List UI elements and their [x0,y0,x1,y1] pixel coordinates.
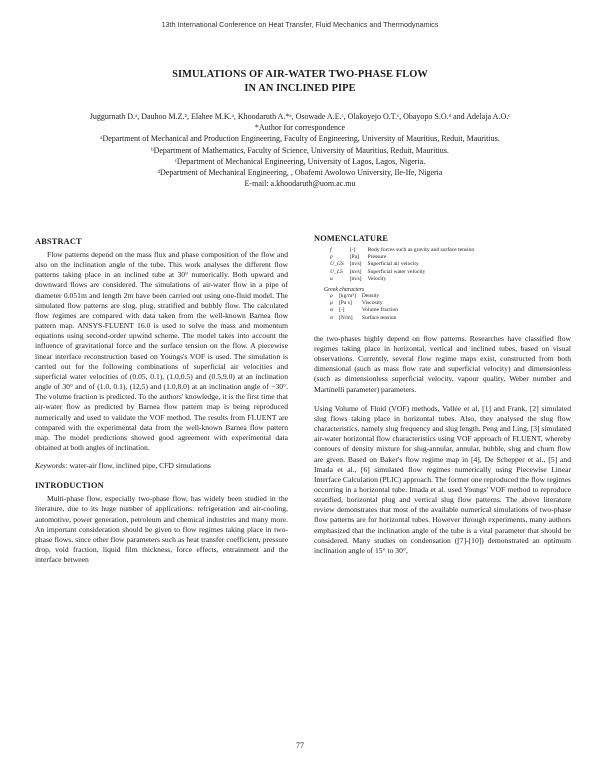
nomenclature-desc: Pressure [367,254,387,261]
affiliation-a: ᵃDepartment of Mechanical and Production Engineering, Faculty of Engineering, University of Mauritius, Reduit, Mauritius. [100,134,500,144]
abstract-heading: ABSTRACT [35,237,82,246]
author-email: E-mail: a.khoodaruth@uom.ac.mu [244,179,356,189]
nomenclature-desc: Body forces such as gravity and surface tension [367,247,475,253]
nomenclature-sym: σ [330,314,333,321]
page-number: 77 [296,741,304,750]
keywords-text: water-air flow, inclined pipe, CFD simulations [69,461,211,471]
affiliation-c: ᶜDepartment of Mechanical Engineering, University of Lagos, Lagos, Nigeria. [174,156,426,166]
nomenclature-unit: [Pa] [349,254,360,261]
nomenclature-row [330,276,480,283]
author-block [20,111,580,189]
nomenclature-heading: NOMENCLATURE [314,234,389,243]
right-paragraph-2: Using Volume of Fluid (VOF) methods, Vallée et al, [1] and Frank, [2] simulated slug flows taking place in horizontal tubes. Also, they analysed the slug flow characteristics, namely slug frequency and slug length. Peng and Ling, [3] simulated air-water horizontal flow characteristics using VOF approach of FLUENT, whereby contours of density mixture for slug-annular, annular, bubble, slug and churn flow are given. Based on Baker's flow regime map in [4], De Schepper et al., [5] and Imada et al., [6] simulated flow regimes numerically using Piecewise Linear Interface Calculation (PLIC) approach. The former one reproduced the flow regimes occurring in a horizontal tube. Imada et al. used Youngs' VOF method to reproduce stratified, horizontal plug and vertical slug flow patterns. The above literature review demonstrates that most of the available numerical simulations of two-phase flow patterns are for horizontal tubes. However through experiments, many authors emphasized that the inclination angle of the tube is a vital parameter that should be considered. Many studies on condensation ([7]-[10]) demonstrated an optimum inclination angle of 15° to 30°, [314,403,571,555]
nomenclature-desc: Superficial air velocity [367,261,419,268]
title-line-2: IN AN INCLINED PIPE [244,82,356,94]
nomenclature-row [330,261,480,268]
nomenclature-unit: [kg/m³] [338,293,356,300]
nomenclature-row [330,315,404,322]
right-paragraph-1: the two-phases highly depend on flow patterns. Researches have classified flow regimes taking place in horizontal, vertical and inclined tubes, based on visual observations. Currently, several flow regime maps exist, constructed from both dimensional (such as mass flow rate and superficial velocity) and dimensionless (such as dimensionless superficial velocity, vapour quality, Weber number and Martinelli parameter) parameters. [314,333,571,394]
nomenclature-unit: [m/s] [349,268,362,275]
nomenclature-sym: u [330,275,333,282]
nomenclature-row [330,293,404,300]
correspondence-note: *Author for correspondence [254,123,346,133]
nomenclature-sym: ρ [330,293,333,300]
nomenclature-sym: α [330,307,333,314]
left-column [35,237,288,565]
right-column [314,234,571,556]
greek-nomenclature-table [330,293,404,322]
nomenclature-desc: Superficial water velocity [367,268,426,275]
nomenclature-row [330,307,404,314]
title-line-1: SIMULATIONS OF AIR-WATER TWO-PHASE FLOW [172,69,428,80]
greek-characters-heading: Greek characters [324,287,365,294]
nomenclature-table [330,247,480,283]
paper-title [0,68,600,95]
nomenclature-sym: f [330,247,332,253]
nomenclature-desc: Velocity [367,275,387,282]
nomenclature-row [330,247,480,254]
nomenclature-desc: Viscosity [361,300,383,307]
nomenclature-sym: U_GS [330,261,344,268]
nomenclature-desc: Surface tension [361,314,397,321]
nomenclature-unit: [N/m] [338,314,353,321]
conference-header: 13th International Conference on Heat Transfer, Fluid Mechanics and Thermodynamics [161,20,439,29]
nomenclature-sym: μ [330,300,333,307]
introduction-text: Multi-phase flow, especially two-phase flow, has widely been studied in the literature, due to its huge number of applications: refrigeration and air-cooling, automotive, power generation, petroleum and chemical industries and many more. An important consideration should be given to flow regimes taking place in two-phase flows, since other flow parameters such as heat transfer coefficient, pressure drop, void fraction, liquid film thickness, force effects, entrainment and the interface between [35,494,288,565]
abstract-text: Flow patterns depend on the mass flux and phase composition of the flow and also on the inclination angle of the tube. This work analyses the different flow patterns taking place in an inclined tube at 30° numerically. Both upward and downward flows are considered. The simulations of air-water flow in a pipe of diameter 0.051m and length 2m have been carried out using one-fluid model. The simulated flow patterns are slug, plug, stratified and bubbly flow. The calculated flow regimes are compared with data taken from the well-known Barnea flow pattern map. ANSYS-FLUENT 16.0 is used to solve the mass and momentum equations using second-order upwind scheme. The model takes into account the influence of gravitational force and the surface tension on the flow. A piecewise linear interface reconstruction based on Youngs's VOF is used. The simulation is carried out for the following combinations of superficial air velocities and superficial water velocities of (0.05, 0.1), (1.0,0.5) and (0.5,9.0) at an inclination angle of 30° and of (1.0, 0.1), (12,5) and (1.0,8.0) at an inclination angle of −30°. The volume fraction is predicted. To the authors' knowledge, it is the first time that air-water flow as predicted by Barnea flow pattern map is being reproduced numerically and used to validate the VOF method. The results from FLUENT are compared with the experimental data from the well-known Barnea flow pattern map. The model predictions showed good agreement with experimental data obtained at both angles of inclination. [35,250,288,452]
nomenclature-sym: p [330,254,333,261]
keywords [35,461,288,471]
nomenclature-unit: [m/s] [349,261,362,268]
nomenclature-desc: Volume fraction [361,307,398,314]
nomenclature-row [330,269,480,276]
nomenclature-unit: [-] [349,247,356,253]
affiliation-b: ᵇDepartment of Mathematics, Faculty of Science, University of Mauritius, Reduit, Mauritius. [151,145,449,155]
nomenclature-sym: U_LS [330,268,343,275]
nomenclature-unit: [Pa s] [338,300,352,307]
author-names: Juggurnath D.ᵃ, Dauhoo M.Z.ᵇ, Elahee M.K.ᵃ, Khoodaruth A.*ᵃ, Osowade A.E.ᶜ, Olakoyejo O.T.ᶜ, Obayopo S.O.ᵈ and Adelaja A.O.ᶜ [89,112,511,121]
introduction-heading: INTRODUCTION [35,481,104,491]
keywords-label: Keywords: [35,461,68,471]
nomenclature-unit: [-] [338,307,345,314]
affiliation-d: ᵈDepartment of Mechanical Engineering, , Obafemi Awolowo University, Ile-Ife, Nigeria [157,168,443,178]
nomenclature-desc: Density [361,293,380,300]
nomenclature-unit: [m/s] [349,275,362,282]
